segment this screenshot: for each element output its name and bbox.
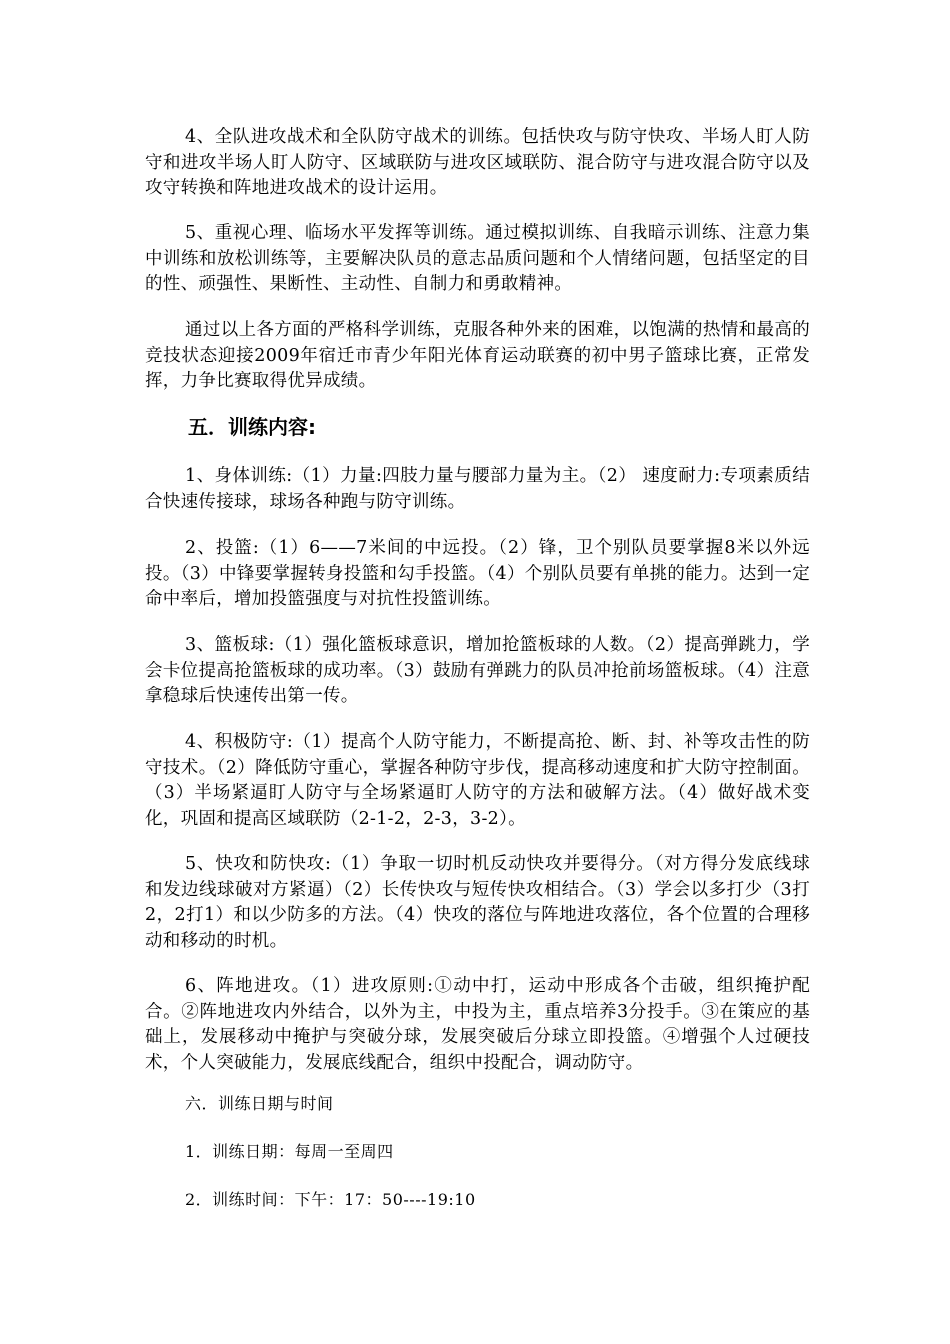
content-item-defense: 4、积极防守:（1）提高个人防守能力，不断提高抢、断、封、补等攻击性的防守技术。（2）降低防守重心，掌握各种防守步伐，提高移动速度和扩大防守控制面。（3）半场紧逼盯人防守与全场紧逼盯人防守的方法和破解方法。（4）做好战术变化，巩固和提高区域联防（2-1-2，2-3，3-2）。 bbox=[145, 732, 810, 829]
section-heading-training-content: 五．训练内容: bbox=[188, 415, 316, 439]
schedule-title: 六．训练日期与时间 bbox=[185, 1094, 334, 1113]
content-item-physical: 1、身体训练:（1）力量:四肢力量与腰部力量为主。（2） 速度耐力:专项素质结合快速传接球，球场各种跑与防守训练。 bbox=[145, 466, 810, 512]
content-item-shooting: 2、投篮:（1）6——7米间的中远投。（2）锋，卫个别队员要掌握8米以外远投。（3）中锋要掌握转身投篮和勾手投篮。（4）个别队员要有单挑的能力。达到一定命中率后，增加投篮强度与对抗性投篮训练。 bbox=[145, 538, 810, 609]
content-item-fast-break: 5、快攻和防快攻:（1）争取一切时机反动快攻并要得分。（对方得分发底线球和发边线球破对方紧逼）（2）长传快攻与短传快攻相结合。（3）学会以多打少（3打2，2打1）和以少防多的方法。（4）快攻的落位与阵地进攻落位，各个位置的合理移动和移动的时机。 bbox=[145, 854, 810, 951]
paragraph-psychology-training: 5、重视心理、临场水平发挥等训练。通过模拟训练、自我暗示训练、注意力集中训练和放松训练等，主要解决队员的意志品质问题和个人情绪问题，包括坚定的目的性、顽强性、果断性、主动性、自制力和勇敢精神。 bbox=[145, 223, 810, 294]
content-item-rebounding: 3、篮板球:（1）强化篮板球意识，增加抢篮板球的人数。（2）提高弹跳力，学会卡位提高抢篮板球的成功率。（3）鼓励有弹跳力的队员冲抢前场篮板球。（4）注意拿稳球后快速传出第一传。 bbox=[145, 635, 810, 706]
schedule-date-line: 1．训练日期：每周一至周四 bbox=[185, 1142, 394, 1161]
paragraph-team-tactics: 4、全队进攻战术和全队防守战术的训练。包括快攻与防守快攻、半场人盯人防守和进攻半场人盯人防守、区域联防与进攻区域联防、混合防守与进攻混合防守以及攻守转换和阵地进攻战术的设计运用。 bbox=[145, 127, 810, 198]
content-item-set-offense: 6、阵地进攻。（1）进攻原则:①动中打，运动中形成各个击破，组织掩护配合。②阵地进攻内外结合，以外为主，中投为主，重点培养3分投手。③在策应的基础上，发展移动中掩护与突破分球，发展突破后分球立即投篮。④增强个人过硬技术，个人突破能力，发展底线配合，组织中投配合，调动防守。 bbox=[145, 976, 810, 1073]
schedule-time-line: 2．训练时间：下午：17：50----19:10 bbox=[185, 1190, 476, 1209]
paragraph-summary-goal: 通过以上各方面的严格科学训练，克服各种外来的困难，以饱满的热情和最高的竞技状态迎接2009年宿迁市青少年阳光体育运动联赛的初中男子篮球比赛，正常发挥，力争比赛取得优异成绩。 bbox=[145, 320, 810, 391]
